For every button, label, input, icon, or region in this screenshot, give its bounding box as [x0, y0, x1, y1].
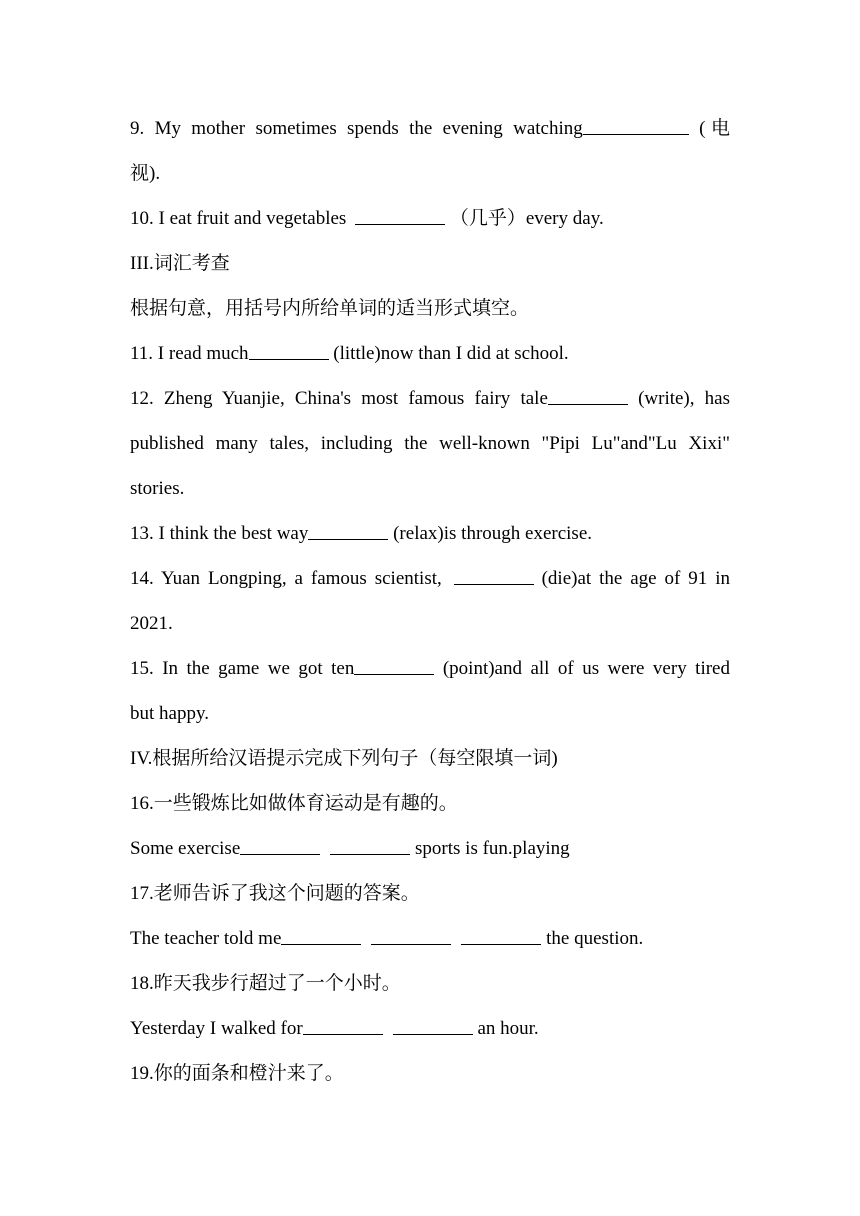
question-11-hint: (little)now than I did at school.: [328, 343, 569, 364]
question-9-hint: (电: [688, 118, 730, 139]
answer-blank[interactable]: [240, 836, 320, 855]
answer-blank[interactable]: [354, 656, 434, 675]
section-iii-heading: III.词汇考查: [130, 253, 230, 274]
question-15-text: 15. In the game we got ten: [130, 658, 355, 679]
question-13-text: 13. I think the best way: [130, 523, 309, 544]
question-15-line-2: but happy.: [130, 703, 209, 724]
question-17-tail: the question.: [541, 928, 644, 949]
answer-blank[interactable]: [355, 206, 445, 225]
answer-blank[interactable]: [393, 1016, 473, 1035]
answer-blank[interactable]: [303, 1016, 383, 1035]
question-17-text: The teacher told me: [130, 928, 282, 949]
question-10-hint: （几乎）every day.: [445, 208, 604, 229]
worksheet-page: [130, 106, 730, 1096]
question-18-tail: an hour.: [472, 1018, 539, 1039]
question-12-hint: (write), has: [627, 388, 731, 409]
question-13-line: [130, 511, 730, 556]
question-12-line-2: published many tales, including the well-known "Pipi Lu"and"Lu Xixi": [130, 433, 730, 454]
question-18-sentence: [130, 1006, 730, 1051]
question-12-line-1: [130, 376, 730, 421]
section-iv-heading: IV.根据所给汉语提示完成下列句子（每空限填一词): [130, 748, 558, 769]
question-16-sentence: [130, 826, 730, 871]
answer-blank[interactable]: [330, 836, 410, 855]
question-15-line-1: [130, 646, 730, 691]
answer-blank[interactable]: [461, 926, 541, 945]
question-19-prompt: 19.你的面条和橙汁来了。: [130, 1063, 344, 1084]
question-14-line-2: 2021.: [130, 613, 173, 634]
answer-blank[interactable]: [583, 116, 689, 135]
question-13-hint: (relax)is through exercise.: [388, 523, 592, 544]
question-14-hint: (die)at the age of 91 in: [533, 568, 730, 589]
question-16-tail: sports is fun.playing: [410, 838, 570, 859]
question-17-prompt: 17.老师告诉了我这个问题的答案。: [130, 883, 420, 904]
question-9-line-2: 视).: [130, 163, 161, 184]
question-10-text: 10. I eat fruit and vegetables: [130, 208, 352, 229]
question-17-sentence: [130, 916, 730, 961]
question-9-text: 9. My mother sometimes spends the evening watching: [130, 118, 583, 139]
question-18-text: Yesterday I walked for: [130, 1018, 303, 1039]
question-14-text: 14. Yuan Longping, a famous scientist,: [130, 568, 450, 589]
section-iii-instruction: 根据句意，用括号内所给单词的适当形式填空。: [130, 298, 530, 319]
question-14-line-1: [130, 556, 730, 601]
question-18-prompt: 18.昨天我步行超过了一个小时。: [130, 973, 401, 994]
answer-blank[interactable]: [371, 926, 451, 945]
answer-blank[interactable]: [548, 386, 628, 405]
question-15-hint: (point)and all of us were very tired: [434, 658, 730, 679]
question-9-line-1: [130, 106, 730, 151]
answer-blank[interactable]: [454, 566, 534, 585]
answer-blank[interactable]: [308, 521, 388, 540]
question-12-line-3: stories.: [130, 478, 185, 499]
question-12-text: 12. Zheng Yuanjie, China's most famous fairy tale: [130, 388, 548, 409]
question-16-text: Some exercise: [130, 838, 241, 859]
question-16-prompt: 16.一些锻炼比如做体育运动是有趣的。: [130, 793, 458, 814]
question-11-text: 11. I read much: [130, 343, 249, 364]
answer-blank[interactable]: [249, 341, 329, 360]
question-11-line: [130, 331, 730, 376]
question-10-line: [130, 196, 730, 241]
answer-blank[interactable]: [281, 926, 361, 945]
